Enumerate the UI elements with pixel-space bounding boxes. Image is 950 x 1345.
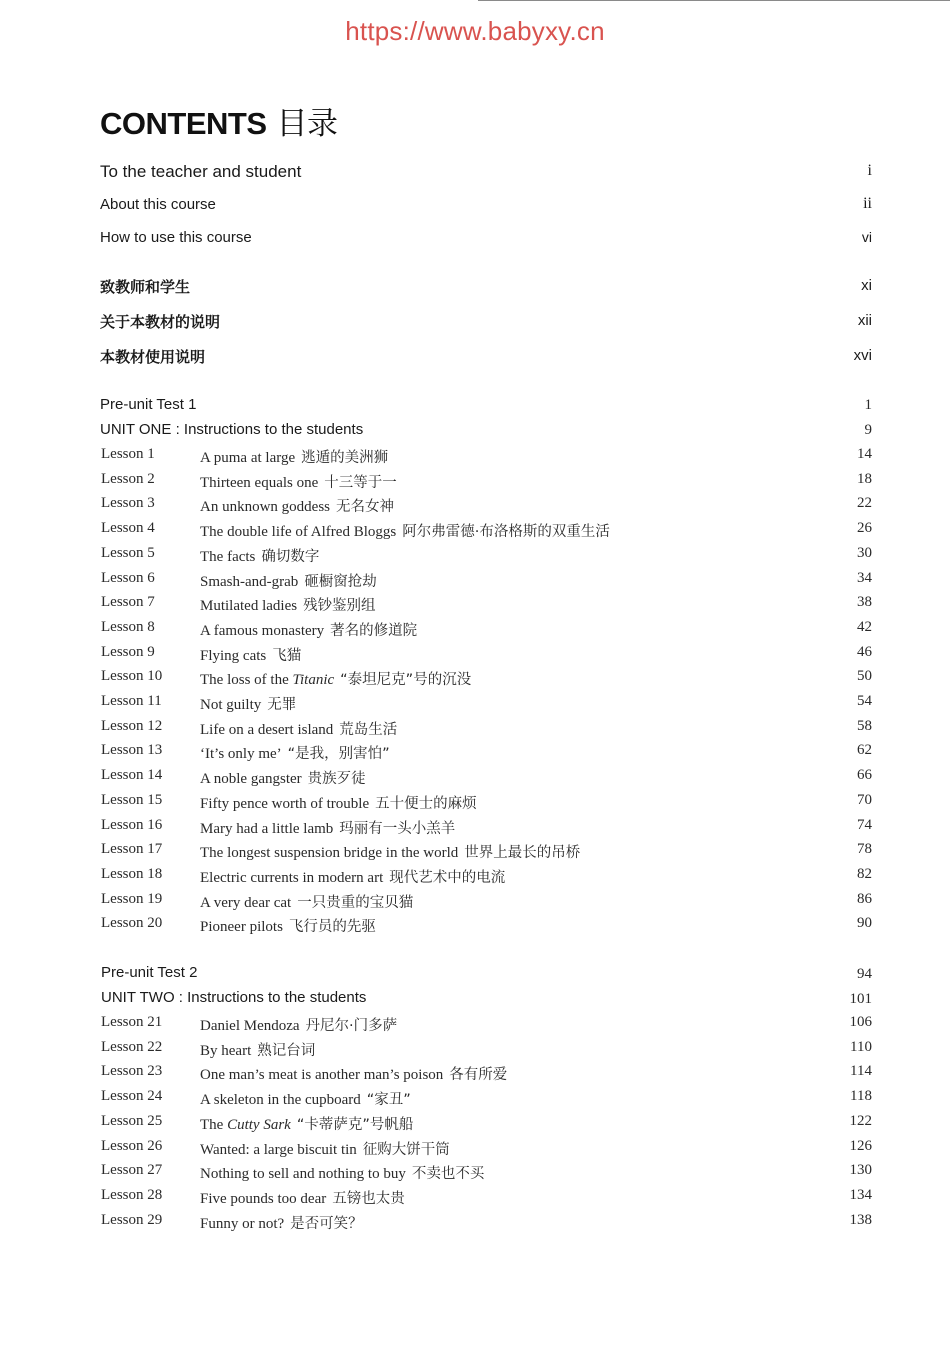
lesson-page-number: 126	[849, 1137, 872, 1154]
lesson-title-zh: “泰坦尼克”号的沉没	[340, 672, 472, 689]
lesson-label: Lesson 8	[101, 618, 155, 635]
lesson-label: Lesson 9	[101, 643, 155, 660]
unit-two-subtitle: Instructions to the students	[187, 989, 367, 1006]
lesson-title-en: Not guilty	[200, 697, 262, 713]
lesson-title-zh: 逃遁的美洲狮	[301, 450, 389, 466]
lesson-title-italic: Titanic	[292, 672, 335, 689]
lesson-label: Lesson 25	[101, 1112, 163, 1129]
lesson-title-zh: 一只贵重的宝贝猫	[297, 894, 414, 911]
lesson-title-zh: 无名女神	[336, 499, 394, 516]
lesson-page-number: 38	[857, 594, 872, 611]
lesson-title-zh: 贵族歹徒	[307, 771, 366, 788]
lesson-title-en: The longest suspension bridge in the world	[200, 845, 459, 862]
lesson-title[interactable]	[200, 495, 394, 516]
lesson-title[interactable]	[200, 644, 301, 665]
lesson-label: Lesson 6	[101, 569, 155, 586]
lesson-title[interactable]	[200, 1138, 450, 1159]
lesson-label: Lesson 7	[101, 594, 155, 611]
lesson-label: Lesson 29	[101, 1211, 163, 1228]
toc-intro-howto-page: vi	[861, 229, 872, 245]
toc-intro-teacher-page: i	[867, 162, 872, 179]
lesson-page-number: 82	[857, 865, 872, 882]
lesson-title[interactable]	[200, 866, 505, 887]
toc-intro-zh-about-page: xii	[857, 312, 872, 329]
lesson-title-en: Mutilated ladies	[200, 598, 298, 615]
unit-two-name: UNIT TWO	[101, 989, 175, 1006]
lesson-title-en: Nothing to sell and nothing to buy	[200, 1166, 406, 1183]
lesson-title-en: Thirteen equals one	[200, 474, 319, 491]
top-rule	[478, 0, 950, 1]
lesson-title-zh: 著名的修道院	[330, 622, 418, 639]
lesson-title-en: The	[200, 1116, 224, 1133]
unit-one-subtitle: Instructions to the students	[183, 421, 364, 438]
lesson-label: Lesson 22	[101, 1038, 163, 1055]
toc-intro-zh-teacher[interactable]: 致教师和学生	[100, 278, 191, 296]
lesson-title-en: ‘It’s only me’	[200, 746, 282, 763]
lesson-label: Lesson 16	[101, 816, 163, 833]
lesson-title[interactable]	[200, 767, 366, 788]
lesson-title[interactable]	[200, 1063, 507, 1084]
lesson-label: Lesson 13	[101, 742, 163, 759]
lesson-page-number: 74	[857, 816, 872, 833]
lesson-title-zh: 确切数字	[261, 548, 320, 565]
lesson-page-number: 18	[857, 470, 872, 487]
lesson-title[interactable]	[200, 594, 376, 615]
lesson-title-en: By heart	[200, 1042, 252, 1059]
lesson-page-number: 118	[850, 1088, 872, 1105]
lesson-title[interactable]	[200, 570, 377, 591]
lesson-title[interactable]	[200, 520, 610, 541]
lesson-label: Lesson 24	[101, 1088, 163, 1105]
lesson-title[interactable]	[200, 619, 417, 640]
title-zh: 目录	[276, 106, 338, 142]
title-en: CONTENTS	[100, 106, 267, 141]
lesson-title[interactable]	[200, 817, 455, 838]
lesson-page-number: 34	[857, 569, 872, 586]
lesson-page-number: 110	[850, 1038, 872, 1055]
lesson-title-en: Wanted: a large biscuit tin	[200, 1141, 357, 1158]
lesson-title-en: A puma at large	[200, 450, 296, 466]
unit-two-heading[interactable]	[101, 989, 366, 1006]
lesson-title-en: Smash-and-grab	[200, 573, 299, 590]
lesson-title-zh: 飞猫	[272, 647, 302, 664]
lesson-label: Lesson 27	[101, 1162, 163, 1179]
lesson-label: Lesson 17	[101, 841, 163, 858]
pre-unit-test-1[interactable]: Pre-unit Test 1	[100, 396, 197, 413]
lesson-title-zh: 各有所爱	[449, 1067, 508, 1084]
lesson-page-number: 138	[849, 1211, 872, 1228]
lesson-page-number: 134	[849, 1186, 872, 1203]
source-url[interactable]: https://www.babyxy.cn	[345, 16, 605, 46]
lesson-title-zh: “卡蒂萨克”号帆船	[296, 1116, 414, 1133]
lesson-title-zh: 征购大饼干筒	[362, 1141, 450, 1158]
lesson-label: Lesson 19	[101, 890, 163, 907]
lesson-title[interactable]	[200, 742, 390, 763]
lesson-page-number: 46	[857, 643, 872, 660]
lesson-page-number: 66	[857, 767, 872, 784]
lesson-title[interactable]	[200, 718, 397, 739]
pre-unit-test-1-page: 1	[864, 397, 872, 413]
lesson-page-number: 58	[857, 717, 872, 734]
lesson-title-en: Pioneer pilots	[200, 919, 283, 936]
lesson-title-en: The loss of the	[200, 672, 289, 689]
lesson-label: Lesson 10	[101, 668, 163, 685]
lesson-title[interactable]	[200, 792, 477, 813]
lesson-title-italic: Cutty Sark	[227, 1116, 291, 1133]
lesson-title-zh: 五镑也太贵	[332, 1190, 405, 1207]
lesson-title[interactable]	[200, 545, 319, 566]
lesson-title[interactable]	[200, 891, 413, 912]
unit-one-heading[interactable]	[100, 421, 363, 438]
toc-intro-howto[interactable]: How to use this course	[100, 229, 252, 246]
lesson-title-zh: 五十便士的麻烦	[375, 795, 477, 812]
lesson-title-zh: 丹尼尔·门多萨	[305, 1018, 398, 1034]
lesson-title[interactable]	[200, 915, 376, 936]
lesson-label: Lesson 15	[101, 791, 163, 808]
unit-one-name: UNIT ONE	[100, 421, 172, 438]
lesson-title-zh: 现代艺术中的电流	[389, 869, 506, 886]
lesson-title-en: The double life of Alfred Bloggs	[200, 524, 397, 541]
lesson-label: Lesson 12	[101, 717, 163, 734]
lesson-label: Lesson 18	[101, 865, 163, 882]
lesson-title[interactable]	[200, 841, 580, 862]
lesson-title[interactable]	[200, 1162, 484, 1183]
lesson-title-zh: 砸橱窗抢劫	[304, 573, 377, 590]
lesson-title-zh: 阿尔弗雷德·布洛格斯的双重生活	[402, 524, 610, 541]
lesson-title[interactable]	[200, 1039, 315, 1060]
lesson-title-en: Life on a desert island	[200, 721, 334, 738]
lesson-title-en: Mary had a little lamb	[200, 820, 334, 837]
unit-two-colon: :	[174, 989, 188, 1006]
lesson-title-en: An unknown goddess	[200, 499, 330, 516]
lesson-title[interactable]	[200, 1113, 413, 1134]
lesson-title-zh: 无罪	[267, 697, 297, 713]
lesson-title-en: Five pounds too dear	[200, 1190, 327, 1207]
lesson-label: Lesson 26	[101, 1137, 163, 1154]
lesson-page-number: 14	[857, 446, 872, 462]
lesson-title[interactable]	[200, 471, 397, 492]
pre-unit-test-2[interactable]: Pre-unit Test 2	[101, 964, 198, 981]
lesson-title[interactable]	[200, 1212, 363, 1233]
lesson-page-number: 106	[849, 1014, 872, 1030]
lesson-title-zh: “是我，别害怕”	[287, 746, 390, 763]
lesson-label: Lesson 20	[101, 915, 163, 932]
lesson-page-number: 50	[857, 668, 872, 685]
lesson-page-number: 22	[857, 495, 872, 512]
lesson-title[interactable]	[200, 668, 471, 689]
toc-intro-zh-teacher-page: xi	[861, 277, 872, 294]
toc-intro-zh-about[interactable]: 关于本教材的说明	[100, 313, 221, 331]
pre-unit-test-2-page: 94	[857, 966, 872, 982]
lesson-title-zh: 残钞鉴别组	[303, 598, 376, 615]
lesson-title-zh: 不卖也不买	[411, 1166, 485, 1183]
lesson-label: Lesson 3	[101, 495, 155, 512]
lesson-title[interactable]	[200, 693, 296, 714]
lesson-title-en: A famous monastery	[200, 622, 325, 639]
lesson-label: Lesson 4	[101, 520, 155, 537]
lesson-page-number: 78	[857, 841, 872, 858]
lesson-title-en: The facts	[200, 548, 256, 565]
lesson-label: Lesson 21	[101, 1014, 163, 1030]
lesson-title-en: One man’s meat is another man’s poison	[200, 1067, 444, 1084]
lesson-title-en: Funny or not?	[200, 1215, 285, 1232]
lesson-label: Lesson 11	[101, 693, 162, 709]
lesson-page-number: 86	[857, 890, 872, 907]
toc-intro-zh-howto-page: xvi	[853, 347, 872, 364]
lesson-title-en: Electric currents in modern art	[200, 869, 384, 886]
lesson-title-en: A very dear cat	[200, 894, 292, 911]
lesson-page-number: 42	[857, 618, 872, 635]
lesson-title-zh: 玛丽有一头小羔羊	[339, 820, 456, 837]
lesson-title-zh: 世界上最长的吊桥	[464, 845, 581, 862]
lesson-title-zh: 熟记台词	[257, 1042, 316, 1059]
lesson-title-en: Fifty pence worth of trouble	[200, 795, 370, 812]
lesson-label: Lesson 1	[101, 446, 155, 462]
lesson-page-number: 30	[857, 544, 872, 561]
toc-intro-teacher[interactable]: To the teacher and student	[100, 162, 302, 181]
lesson-title-en: A skeleton in the cupboard	[200, 1092, 361, 1109]
lesson-title-en: A noble gangster	[200, 771, 302, 788]
lesson-title-zh: 飞行员的先驱	[288, 919, 376, 936]
lesson-title-en: Daniel Mendoza	[200, 1018, 300, 1034]
unit-one-colon: :	[171, 421, 184, 438]
lesson-page-number: 114	[850, 1063, 872, 1080]
lesson-title-en: Flying cats	[200, 647, 267, 664]
lesson-page-number: 54	[857, 693, 872, 709]
lesson-title[interactable]	[200, 1187, 405, 1208]
lesson-page-number: 130	[849, 1162, 872, 1179]
lesson-page-number: 90	[857, 915, 872, 932]
unit-one-page: 9	[864, 422, 872, 438]
lesson-title-zh: 是否可笑？	[290, 1215, 363, 1232]
toc-intro-zh-howto[interactable]: 本教材使用说明	[100, 348, 206, 366]
lesson-title[interactable]	[200, 1014, 397, 1035]
lesson-title[interactable]	[200, 1088, 411, 1109]
toc-intro-about-page: ii	[863, 195, 872, 212]
lesson-label: Lesson 2	[101, 470, 155, 487]
lesson-label: Lesson 5	[101, 544, 155, 561]
lesson-label: Lesson 28	[101, 1186, 163, 1203]
page-title	[100, 98, 338, 143]
toc-intro-about[interactable]: About this course	[100, 196, 216, 213]
lesson-page-number: 26	[857, 520, 872, 537]
unit-two-page: 101	[849, 991, 872, 1007]
lesson-page-number: 62	[857, 742, 872, 759]
lesson-title-zh: 荒岛生活	[339, 721, 398, 738]
lesson-page-number: 70	[857, 791, 872, 808]
lesson-title[interactable]	[200, 446, 388, 467]
lesson-title-zh: 十三等于一	[324, 474, 397, 491]
lesson-label: Lesson 23	[101, 1063, 163, 1080]
lesson-label: Lesson 14	[101, 767, 163, 784]
lesson-title-zh: “家丑”	[366, 1092, 411, 1109]
lesson-page-number: 122	[849, 1112, 872, 1129]
